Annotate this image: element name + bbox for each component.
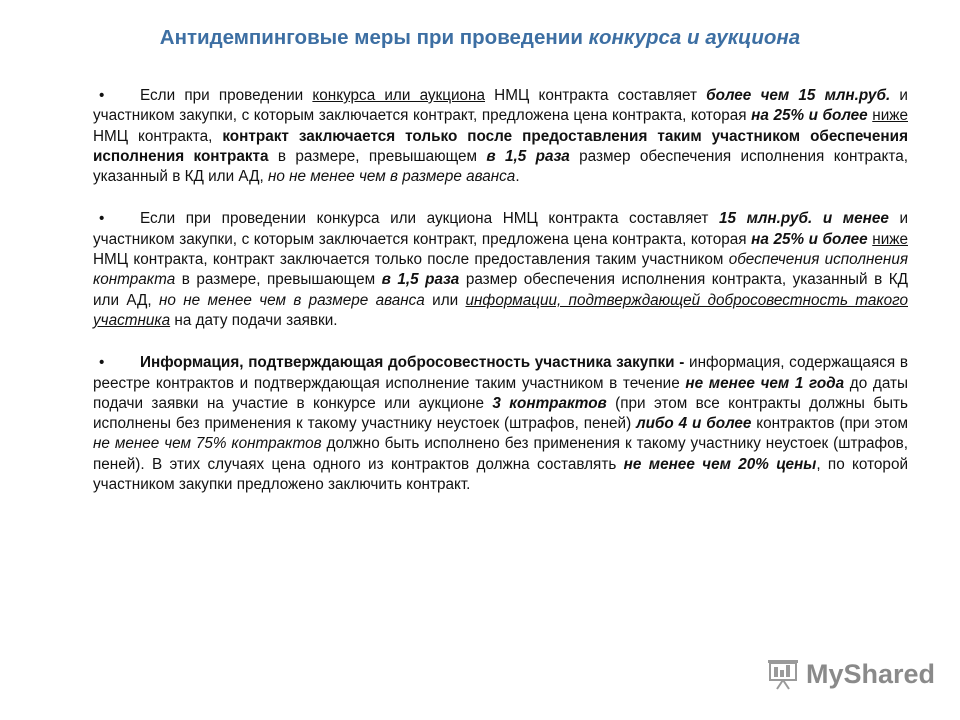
projector-screen-icon (766, 657, 800, 691)
bullet: • (99, 354, 105, 372)
page-title: Антидемпинговые меры при проведении конкурса и аукциона (159, 26, 801, 49)
paragraph-2: • Если при проведении конкурса или аукциона НМЦ контракта составляет 15 млн.руб. и менее и участником закупки, с которым заключается контракт, предложена цена контракта, которая на 25% и более ниже НМЦ контракта, контракт заключается только после предоставления таким участником обеспечения исполнения контракта в размере, превышающем в 1,5 раза размер обеспечения исполнения контракта, указанный в КД или АД, но не менее чем в размере аванса или информации, подтверждающей добросовестность такого участника на дату подачи заявки. (93, 210, 909, 329)
bullet: • (99, 210, 105, 228)
content-body (93, 86, 908, 495)
bullet: • (99, 87, 105, 104)
myshared-logo (766, 656, 935, 692)
paragraph-1: • Если при проведении конкурса или аукциона НМЦ контракта составляет более чем 15 млн.руб. и участником закупки, с которым заключается контракт, предложена цена контракта, которая на 25% и более ниже НМЦ контракта, контракт заключается только после предоставления таким участником обеспечения исполнения контракта в размере, превышающем в 1,5 раза размер обеспечения исполнения контракта, указанный в КД или АД, но не менее чем в размере аванса. (93, 87, 908, 186)
watermark-text: MyShared (806, 658, 936, 689)
paragraph-3: • Информация, подтверждающая добросовестность участника закупки - информация, содержащаяся в реестре контрактов и подтверждающая исполнение таким участником в течение не менее чем 1 года до даты подачи заявки на участие в конкурсе или аукционе 3 контрактов (при этом все контракты должны быть исполнены без применения к такому участнику неустоек (штрафов, пеней) либо 4 и более контрактов (при этом не менее чем 75% контрактов должно быть исполнено без применения к такому участнику неустоек (штрафов, пеней). В этих случаях цена одного из контрактов должна составлять не менее чем 20% цены, по которой участником закупки предложено заключить контракт. (93, 354, 909, 494)
